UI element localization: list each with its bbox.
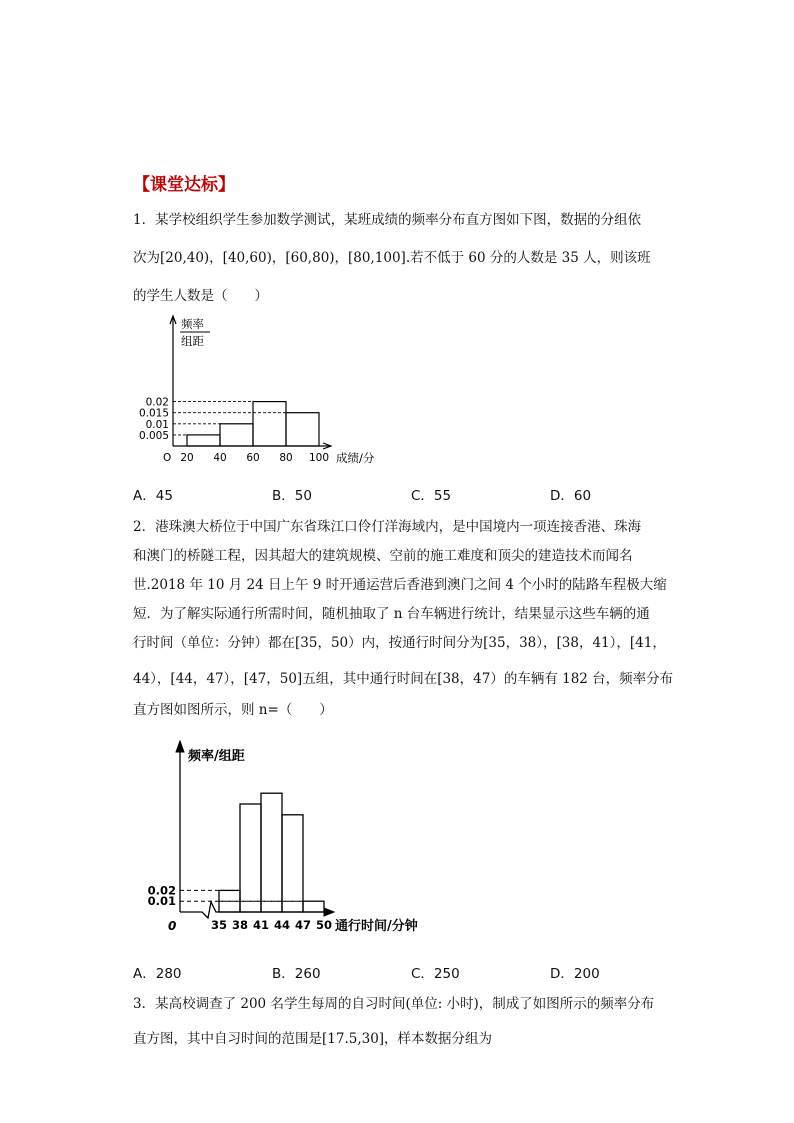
q1-option-b[interactable]: B．50 <box>272 488 312 504</box>
q2-text-line2: 和澳门的桥隧工程，因其超大的建筑规模、空前的施工难度和顶尖的建造技术而闻名 <box>133 548 633 564</box>
q2-text-line7: 直方图如图所示，则 n=（ ） <box>133 702 333 718</box>
y-tick-label: 0.01 <box>147 894 176 909</box>
histogram-bar <box>220 424 253 446</box>
y-tick-label: 0.015 <box>138 407 169 420</box>
q2-text-line5: 行时间（单位：分钟）都在[35，50）内，按通行时间分为[35，38），[38，41），[41， <box>133 635 666 651</box>
section-title: 【课堂达标】 <box>133 175 235 195</box>
q1-text-line1: 1．某学校组织学生参加数学测试，某班成绩的频率分布直方图如下图，数据的分组依 <box>133 212 642 228</box>
y-tick-label: 0.02 <box>145 396 169 409</box>
histogram-bar <box>282 815 303 912</box>
q3-text-line2: 直方图，其中自习时间的范围是[17.5,30]，样本数据分组为 <box>133 1031 493 1047</box>
x-tick-label: 44 <box>273 918 291 932</box>
histogram-bar <box>261 793 282 912</box>
x-tick-label: 38 <box>231 918 249 932</box>
y-tick-label: 0.01 <box>145 418 169 431</box>
y-axis-label-bottom: 组距 <box>181 334 204 348</box>
q2-option-a[interactable]: A．280 <box>133 966 182 982</box>
q2-option-c[interactable]: C．250 <box>411 966 460 982</box>
histogram-bar <box>303 901 324 912</box>
q1-option-c[interactable]: C．55 <box>411 488 452 504</box>
x-tick-label: 100 <box>308 452 330 464</box>
y-axis-label-top: 频率 <box>181 317 204 331</box>
q2-option-b[interactable]: B．260 <box>272 966 321 982</box>
q2-option-d[interactable]: D．200 <box>550 966 600 982</box>
q1-option-d[interactable]: D．60 <box>550 488 592 504</box>
y-axis-label: 频率/组距 <box>188 749 245 764</box>
x-axis-arrow <box>324 908 334 916</box>
x-tick-label: 80 <box>279 452 293 464</box>
histogram-bar <box>240 804 261 912</box>
q2-text-line1: 2．港珠澳大桥位于中国广东省珠江口伶仃洋海域内，是中国境内一项连接香港、珠海 <box>133 519 642 535</box>
x-tick-label: 41 <box>252 918 270 932</box>
x-tick-label: 47 <box>294 918 312 932</box>
x-tick-label: 20 <box>180 452 194 464</box>
q2-text-line3: 世.2018 年 10 月 24 日上午 9 时开通运营后香港到澳门之间 4 个小时的陆路车程极大缩 <box>133 577 667 593</box>
x-tick-label: 60 <box>246 452 260 464</box>
q3-text-line1: 3．某高校调查了 200 名学生每周的自习时间(单位: 小时)，制成了如图所示的频率分布 <box>133 996 655 1012</box>
x-axis <box>180 902 332 918</box>
x-axis-label: 通行时间/分钟 <box>335 919 418 934</box>
origin-label: O <box>163 452 172 464</box>
x-tick-label: 50 <box>315 918 333 932</box>
x-axis-label: 成绩/分 <box>336 451 375 465</box>
histogram-bar <box>286 413 319 446</box>
x-tick-label: 35 <box>210 918 228 932</box>
y-tick-label: 0.005 <box>138 429 169 442</box>
y-axis-arrow <box>176 741 184 752</box>
q1-text-line2: 次为[20,40)，[40,60)，[60,80)，[80,100].若不低于 60 分的人数是 35 人，则该班 <box>133 250 651 266</box>
q2-text-line6: 44），[44，47），[47，50]五组，其中通行时间在[38，47）的车辆有 182 台，频率分布 <box>133 671 674 687</box>
q1-option-a[interactable]: A．45 <box>133 488 173 504</box>
chart-travel-time-histogram <box>130 730 440 945</box>
x-tick-label: 40 <box>213 452 227 464</box>
origin-label: 0 <box>168 919 177 933</box>
q1-text-line3: 的学生人数是（ ） <box>133 288 268 304</box>
histogram-bar <box>253 402 286 446</box>
histogram-bar <box>187 435 220 446</box>
chart-score-histogram <box>130 308 420 478</box>
q2-text-line4: 短．为了解实际通行所需时间，随机抽取了 n 台车辆进行统计，结果显示这些车辆的通 <box>133 606 650 622</box>
y-tick-label: 0.02 <box>147 883 176 898</box>
